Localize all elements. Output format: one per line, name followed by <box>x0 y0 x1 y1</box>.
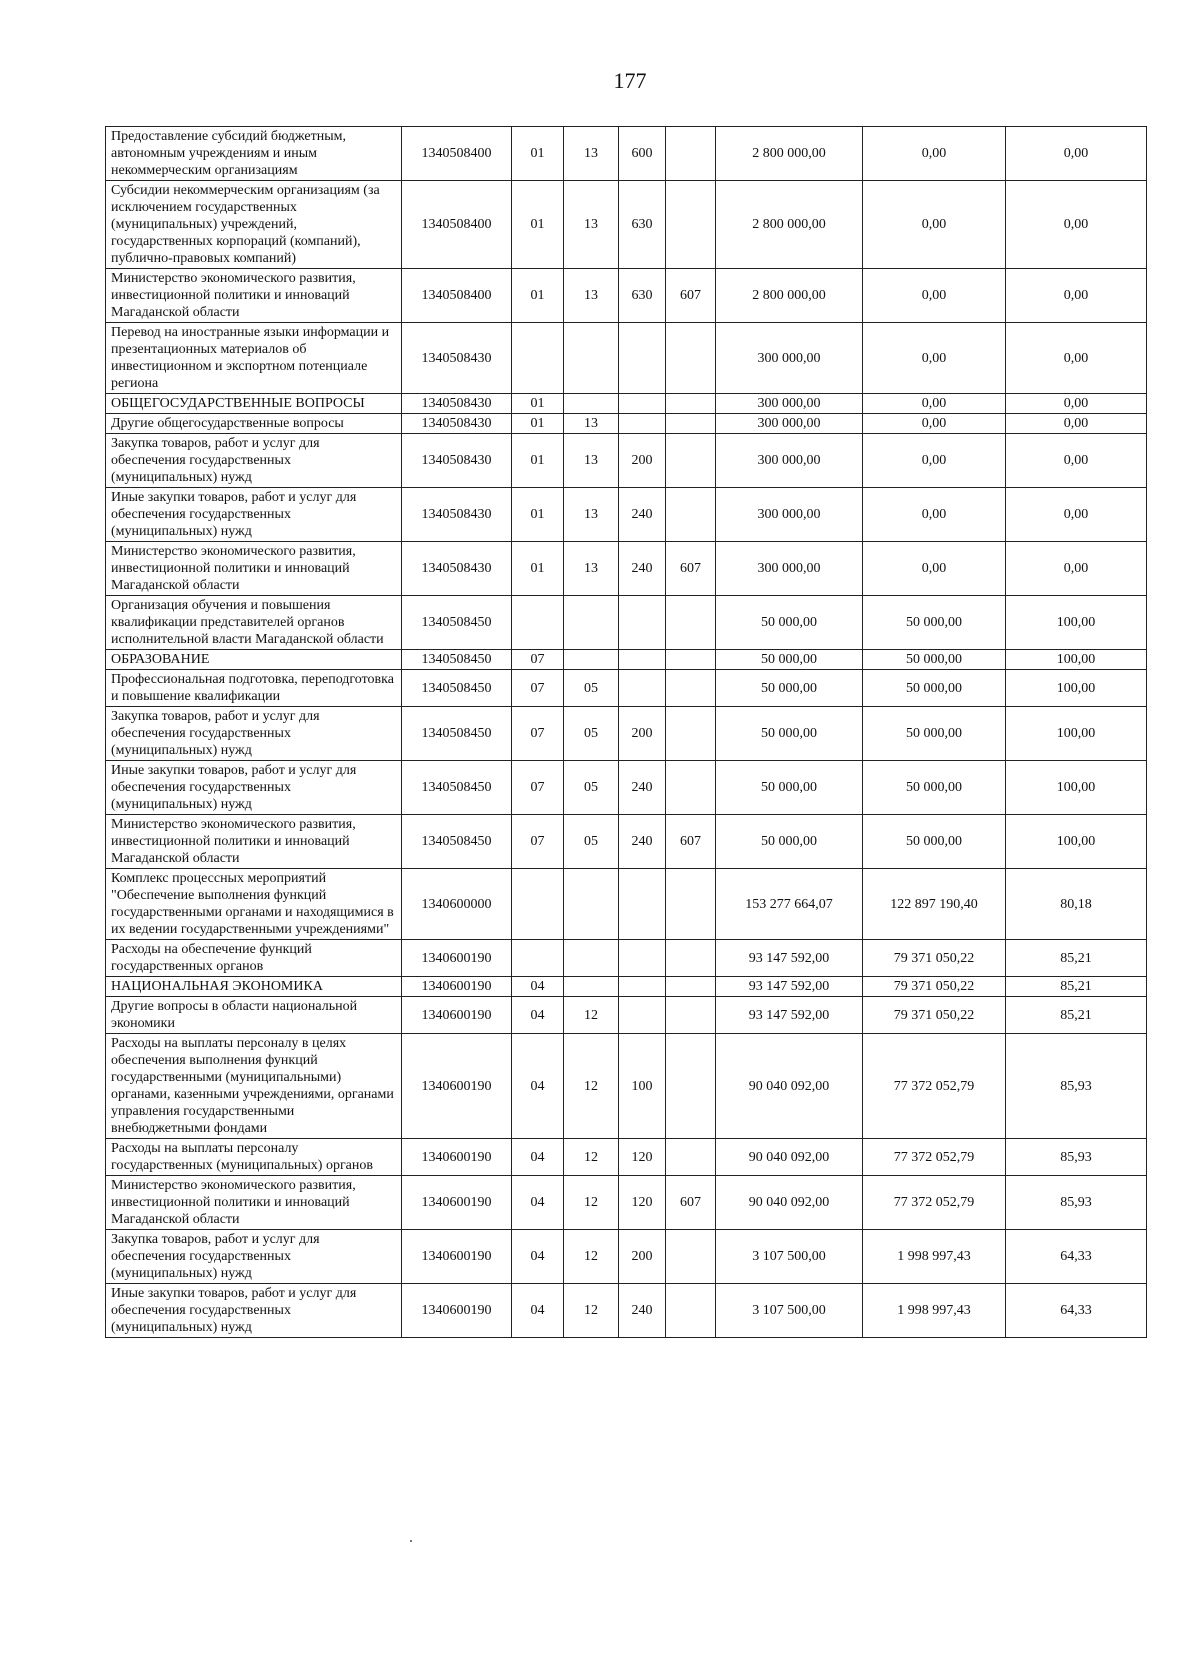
subsection-cell <box>564 869 619 940</box>
name-cell: Предоставление субсидий бюджетным, автономным учреждениям и иным некоммерческим организациям <box>106 127 402 181</box>
executed-cell: 79 371 050,22 <box>863 977 1006 997</box>
table-row <box>106 670 1147 707</box>
plan-cell: 2 800 000,00 <box>716 127 863 181</box>
section-cell: 07 <box>512 650 564 670</box>
executed-cell: 50 000,00 <box>863 650 1006 670</box>
subsection-cell <box>564 596 619 650</box>
section-cell: 07 <box>512 761 564 815</box>
section-cell: 04 <box>512 997 564 1034</box>
expense-type-cell <box>619 650 666 670</box>
admin-code-cell <box>666 394 716 414</box>
executed-cell: 50 000,00 <box>863 707 1006 761</box>
section-cell: 07 <box>512 670 564 707</box>
percent-cell: 85,21 <box>1006 997 1147 1034</box>
section-cell <box>512 869 564 940</box>
subsection-cell: 13 <box>564 414 619 434</box>
admin-code-cell: 607 <box>666 815 716 869</box>
executed-cell: 0,00 <box>863 269 1006 323</box>
table-row <box>106 434 1147 488</box>
plan-cell: 50 000,00 <box>716 650 863 670</box>
csr-cell: 1340600190 <box>402 1176 512 1230</box>
table-row <box>106 269 1147 323</box>
section-cell: 04 <box>512 1284 564 1338</box>
subsection-cell: 12 <box>564 1139 619 1176</box>
admin-code-cell <box>666 940 716 977</box>
table-row <box>106 127 1147 181</box>
percent-cell: 100,00 <box>1006 596 1147 650</box>
percent-cell: 85,93 <box>1006 1139 1147 1176</box>
section-cell: 04 <box>512 977 564 997</box>
table-row <box>106 997 1147 1034</box>
table-row <box>106 1230 1147 1284</box>
percent-cell: 85,21 <box>1006 977 1147 997</box>
admin-code-cell <box>666 127 716 181</box>
table-row <box>106 596 1147 650</box>
subsection-cell: 13 <box>564 488 619 542</box>
subsection-cell: 05 <box>564 815 619 869</box>
executed-cell: 0,00 <box>863 488 1006 542</box>
section-cell: 01 <box>512 394 564 414</box>
name-cell: ОБРАЗОВАНИЕ <box>106 650 402 670</box>
percent-cell: 0,00 <box>1006 414 1147 434</box>
plan-cell: 300 000,00 <box>716 542 863 596</box>
percent-cell: 85,93 <box>1006 1034 1147 1139</box>
subsection-cell <box>564 977 619 997</box>
section-cell: 01 <box>512 414 564 434</box>
table-row <box>106 1176 1147 1230</box>
table-row <box>106 650 1147 670</box>
name-cell: Комплекс процессных мероприятий "Обеспечение выполнения функций государственными органами и находящимися в их ведении государственными учреждениями" <box>106 869 402 940</box>
section-cell: 07 <box>512 707 564 761</box>
csr-cell: 1340508400 <box>402 181 512 269</box>
name-cell: Закупка товаров, работ и услуг для обеспечения государственных (муниципальных) нужд <box>106 707 402 761</box>
plan-cell: 3 107 500,00 <box>716 1284 863 1338</box>
section-cell <box>512 940 564 977</box>
page-number: 177 <box>613 68 647 93</box>
subsection-cell: 13 <box>564 434 619 488</box>
table-row <box>106 869 1147 940</box>
name-cell: Расходы на выплаты персоналу государственных (муниципальных) органов <box>106 1139 402 1176</box>
subsection-cell: 13 <box>564 127 619 181</box>
name-cell: Другие общегосударственные вопросы <box>106 414 402 434</box>
name-cell: Министерство экономического развития, инвестиционной политики и инноваций Магаданской области <box>106 269 402 323</box>
admin-code-cell <box>666 1284 716 1338</box>
name-cell: Министерство экономического развития, инвестиционной политики и инноваций Магаданской области <box>106 542 402 596</box>
expense-type-cell: 630 <box>619 181 666 269</box>
subsection-cell <box>564 940 619 977</box>
executed-cell: 77 372 052,79 <box>863 1176 1006 1230</box>
name-cell: Организация обучения и повышения квалификации представителей органов исполнительной власти Магаданской области <box>106 596 402 650</box>
admin-code-cell <box>666 869 716 940</box>
expense-type-cell: 200 <box>619 434 666 488</box>
name-cell: Министерство экономического развития, инвестиционной политики и инноваций Магаданской области <box>106 815 402 869</box>
expense-type-cell: 240 <box>619 815 666 869</box>
plan-cell: 50 000,00 <box>716 815 863 869</box>
section-cell <box>512 596 564 650</box>
name-cell: Закупка товаров, работ и услуг для обеспечения государственных (муниципальных) нужд <box>106 434 402 488</box>
percent-cell: 100,00 <box>1006 815 1147 869</box>
scan-speck <box>410 1540 412 1542</box>
expense-type-cell <box>619 394 666 414</box>
admin-code-cell <box>666 181 716 269</box>
name-cell: Министерство экономического развития, инвестиционной политики и инноваций Магаданской области <box>106 1176 402 1230</box>
executed-cell: 0,00 <box>863 323 1006 394</box>
name-cell: Иные закупки товаров, работ и услуг для обеспечения государственных (муниципальных) нужд <box>106 761 402 815</box>
executed-cell: 122 897 190,40 <box>863 869 1006 940</box>
subsection-cell: 13 <box>564 542 619 596</box>
budget-table <box>105 126 1147 1338</box>
plan-cell: 90 040 092,00 <box>716 1176 863 1230</box>
section-cell: 04 <box>512 1139 564 1176</box>
executed-cell: 0,00 <box>863 542 1006 596</box>
name-cell: ОБЩЕГОСУДАРСТВЕННЫЕ ВОПРОСЫ <box>106 394 402 414</box>
admin-code-cell <box>666 323 716 394</box>
subsection-cell: 12 <box>564 1034 619 1139</box>
csr-cell: 1340508430 <box>402 434 512 488</box>
section-cell <box>512 323 564 394</box>
admin-code-cell: 607 <box>666 269 716 323</box>
expense-type-cell <box>619 940 666 977</box>
percent-cell: 100,00 <box>1006 707 1147 761</box>
csr-cell: 1340508450 <box>402 707 512 761</box>
percent-cell: 85,21 <box>1006 940 1147 977</box>
admin-code-cell <box>666 414 716 434</box>
executed-cell: 0,00 <box>863 127 1006 181</box>
plan-cell: 300 000,00 <box>716 488 863 542</box>
subsection-cell <box>564 323 619 394</box>
section-cell: 04 <box>512 1230 564 1284</box>
section-cell: 01 <box>512 542 564 596</box>
admin-code-cell <box>666 977 716 997</box>
expense-type-cell: 200 <box>619 707 666 761</box>
name-cell: Расходы на выплаты персоналу в целях обеспечения выполнения функций государственными (муниципальными) органами, казенными учреждениями, органами управления государственными внебюджетными фондами <box>106 1034 402 1139</box>
percent-cell: 0,00 <box>1006 269 1147 323</box>
plan-cell: 90 040 092,00 <box>716 1034 863 1139</box>
executed-cell: 50 000,00 <box>863 670 1006 707</box>
admin-code-cell <box>666 761 716 815</box>
admin-code-cell <box>666 434 716 488</box>
executed-cell: 0,00 <box>863 414 1006 434</box>
table-row <box>106 977 1147 997</box>
plan-cell: 93 147 592,00 <box>716 940 863 977</box>
csr-cell: 1340600190 <box>402 997 512 1034</box>
section-cell: 01 <box>512 181 564 269</box>
subsection-cell: 12 <box>564 1284 619 1338</box>
admin-code-cell <box>666 596 716 650</box>
subsection-cell <box>564 650 619 670</box>
expense-type-cell: 240 <box>619 542 666 596</box>
plan-cell: 2 800 000,00 <box>716 181 863 269</box>
section-cell: 01 <box>512 434 564 488</box>
csr-cell: 1340600190 <box>402 1230 512 1284</box>
expense-type-cell: 200 <box>619 1230 666 1284</box>
percent-cell: 100,00 <box>1006 670 1147 707</box>
expense-type-cell <box>619 997 666 1034</box>
table-row <box>106 707 1147 761</box>
percent-cell: 100,00 <box>1006 650 1147 670</box>
csr-cell: 1340508450 <box>402 650 512 670</box>
executed-cell: 79 371 050,22 <box>863 997 1006 1034</box>
csr-cell: 1340508400 <box>402 269 512 323</box>
expense-type-cell: 600 <box>619 127 666 181</box>
percent-cell: 64,33 <box>1006 1284 1147 1338</box>
expense-type-cell: 120 <box>619 1139 666 1176</box>
percent-cell: 0,00 <box>1006 394 1147 414</box>
admin-code-cell: 607 <box>666 1176 716 1230</box>
csr-cell: 1340600000 <box>402 869 512 940</box>
executed-cell: 0,00 <box>863 394 1006 414</box>
expense-type-cell <box>619 869 666 940</box>
percent-cell: 100,00 <box>1006 761 1147 815</box>
plan-cell: 2 800 000,00 <box>716 269 863 323</box>
csr-cell: 1340600190 <box>402 1139 512 1176</box>
executed-cell: 77 372 052,79 <box>863 1034 1006 1139</box>
name-cell: Иные закупки товаров, работ и услуг для обеспечения государственных (муниципальных) нужд <box>106 1284 402 1338</box>
expense-type-cell <box>619 670 666 707</box>
expense-type-cell: 100 <box>619 1034 666 1139</box>
percent-cell: 85,93 <box>1006 1176 1147 1230</box>
csr-cell: 1340600190 <box>402 1034 512 1139</box>
name-cell: Закупка товаров, работ и услуг для обеспечения государственных (муниципальных) нужд <box>106 1230 402 1284</box>
executed-cell: 0,00 <box>863 434 1006 488</box>
table-row <box>106 940 1147 977</box>
executed-cell: 77 372 052,79 <box>863 1139 1006 1176</box>
subsection-cell: 13 <box>564 269 619 323</box>
expense-type-cell: 240 <box>619 488 666 542</box>
csr-cell: 1340600190 <box>402 1284 512 1338</box>
percent-cell: 0,00 <box>1006 542 1147 596</box>
percent-cell: 0,00 <box>1006 127 1147 181</box>
expense-type-cell: 630 <box>619 269 666 323</box>
admin-code-cell <box>666 650 716 670</box>
expense-type-cell <box>619 414 666 434</box>
csr-cell: 1340508430 <box>402 323 512 394</box>
plan-cell: 300 000,00 <box>716 414 863 434</box>
plan-cell: 3 107 500,00 <box>716 1230 863 1284</box>
plan-cell: 153 277 664,07 <box>716 869 863 940</box>
subsection-cell: 05 <box>564 670 619 707</box>
table-row <box>106 394 1147 414</box>
section-cell: 07 <box>512 815 564 869</box>
expense-type-cell: 240 <box>619 1284 666 1338</box>
table-row <box>106 1034 1147 1139</box>
plan-cell: 50 000,00 <box>716 596 863 650</box>
name-cell: НАЦИОНАЛЬНАЯ ЭКОНОМИКА <box>106 977 402 997</box>
plan-cell: 50 000,00 <box>716 707 863 761</box>
table-row <box>106 488 1147 542</box>
subsection-cell: 12 <box>564 1176 619 1230</box>
executed-cell: 50 000,00 <box>863 815 1006 869</box>
executed-cell: 50 000,00 <box>863 596 1006 650</box>
executed-cell: 79 371 050,22 <box>863 940 1006 977</box>
csr-cell: 1340508430 <box>402 488 512 542</box>
subsection-cell: 05 <box>564 761 619 815</box>
csr-cell: 1340508450 <box>402 596 512 650</box>
csr-cell: 1340600190 <box>402 977 512 997</box>
expense-type-cell <box>619 323 666 394</box>
percent-cell: 80,18 <box>1006 869 1147 940</box>
name-cell: Расходы на обеспечение функций государственных органов <box>106 940 402 977</box>
admin-code-cell <box>666 1034 716 1139</box>
percent-cell: 0,00 <box>1006 488 1147 542</box>
csr-cell: 1340508400 <box>402 127 512 181</box>
plan-cell: 300 000,00 <box>716 394 863 414</box>
plan-cell: 93 147 592,00 <box>716 997 863 1034</box>
table-row <box>106 761 1147 815</box>
expense-type-cell <box>619 977 666 997</box>
table-row <box>106 414 1147 434</box>
admin-code-cell <box>666 707 716 761</box>
section-cell: 01 <box>512 127 564 181</box>
expense-type-cell <box>619 596 666 650</box>
percent-cell: 0,00 <box>1006 434 1147 488</box>
percent-cell: 0,00 <box>1006 323 1147 394</box>
expense-type-cell: 240 <box>619 761 666 815</box>
table-row <box>106 1284 1147 1338</box>
subsection-cell: 12 <box>564 1230 619 1284</box>
csr-cell: 1340508450 <box>402 670 512 707</box>
admin-code-cell <box>666 1230 716 1284</box>
name-cell: Перевод на иностранные языки информации и презентационных материалов об инвестиционном и экспортном потенциале региона <box>106 323 402 394</box>
name-cell: Субсидии некоммерческим организациям (за исключением государственных (муниципальных) учреждений, государственных корпораций (компаний), публично-правовых компаний) <box>106 181 402 269</box>
expense-type-cell: 120 <box>619 1176 666 1230</box>
subsection-cell <box>564 394 619 414</box>
executed-cell: 50 000,00 <box>863 761 1006 815</box>
section-cell: 04 <box>512 1176 564 1230</box>
name-cell: Иные закупки товаров, работ и услуг для обеспечения государственных (муниципальных) нужд <box>106 488 402 542</box>
executed-cell: 1 998 997,43 <box>863 1284 1006 1338</box>
plan-cell: 50 000,00 <box>716 670 863 707</box>
table-row <box>106 542 1147 596</box>
table-row <box>106 181 1147 269</box>
table-row <box>106 815 1147 869</box>
subsection-cell: 12 <box>564 997 619 1034</box>
csr-cell: 1340600190 <box>402 940 512 977</box>
admin-code-cell <box>666 997 716 1034</box>
csr-cell: 1340508430 <box>402 542 512 596</box>
admin-code-cell <box>666 1139 716 1176</box>
subsection-cell: 13 <box>564 181 619 269</box>
plan-cell: 90 040 092,00 <box>716 1139 863 1176</box>
percent-cell: 0,00 <box>1006 181 1147 269</box>
admin-code-cell: 607 <box>666 542 716 596</box>
name-cell: Профессиональная подготовка, переподготовка и повышение квалификации <box>106 670 402 707</box>
name-cell: Другие вопросы в области национальной экономики <box>106 997 402 1034</box>
plan-cell: 300 000,00 <box>716 323 863 394</box>
subsection-cell: 05 <box>564 707 619 761</box>
plan-cell: 93 147 592,00 <box>716 977 863 997</box>
percent-cell: 64,33 <box>1006 1230 1147 1284</box>
plan-cell: 300 000,00 <box>716 434 863 488</box>
section-cell: 04 <box>512 1034 564 1139</box>
csr-cell: 1340508450 <box>402 815 512 869</box>
table-row <box>106 1139 1147 1176</box>
csr-cell: 1340508430 <box>402 414 512 434</box>
plan-cell: 50 000,00 <box>716 761 863 815</box>
csr-cell: 1340508450 <box>402 761 512 815</box>
executed-cell: 1 998 997,43 <box>863 1230 1006 1284</box>
table-row <box>106 323 1147 394</box>
csr-cell: 1340508430 <box>402 394 512 414</box>
admin-code-cell <box>666 488 716 542</box>
admin-code-cell <box>666 670 716 707</box>
section-cell: 01 <box>512 488 564 542</box>
executed-cell: 0,00 <box>863 181 1006 269</box>
section-cell: 01 <box>512 269 564 323</box>
